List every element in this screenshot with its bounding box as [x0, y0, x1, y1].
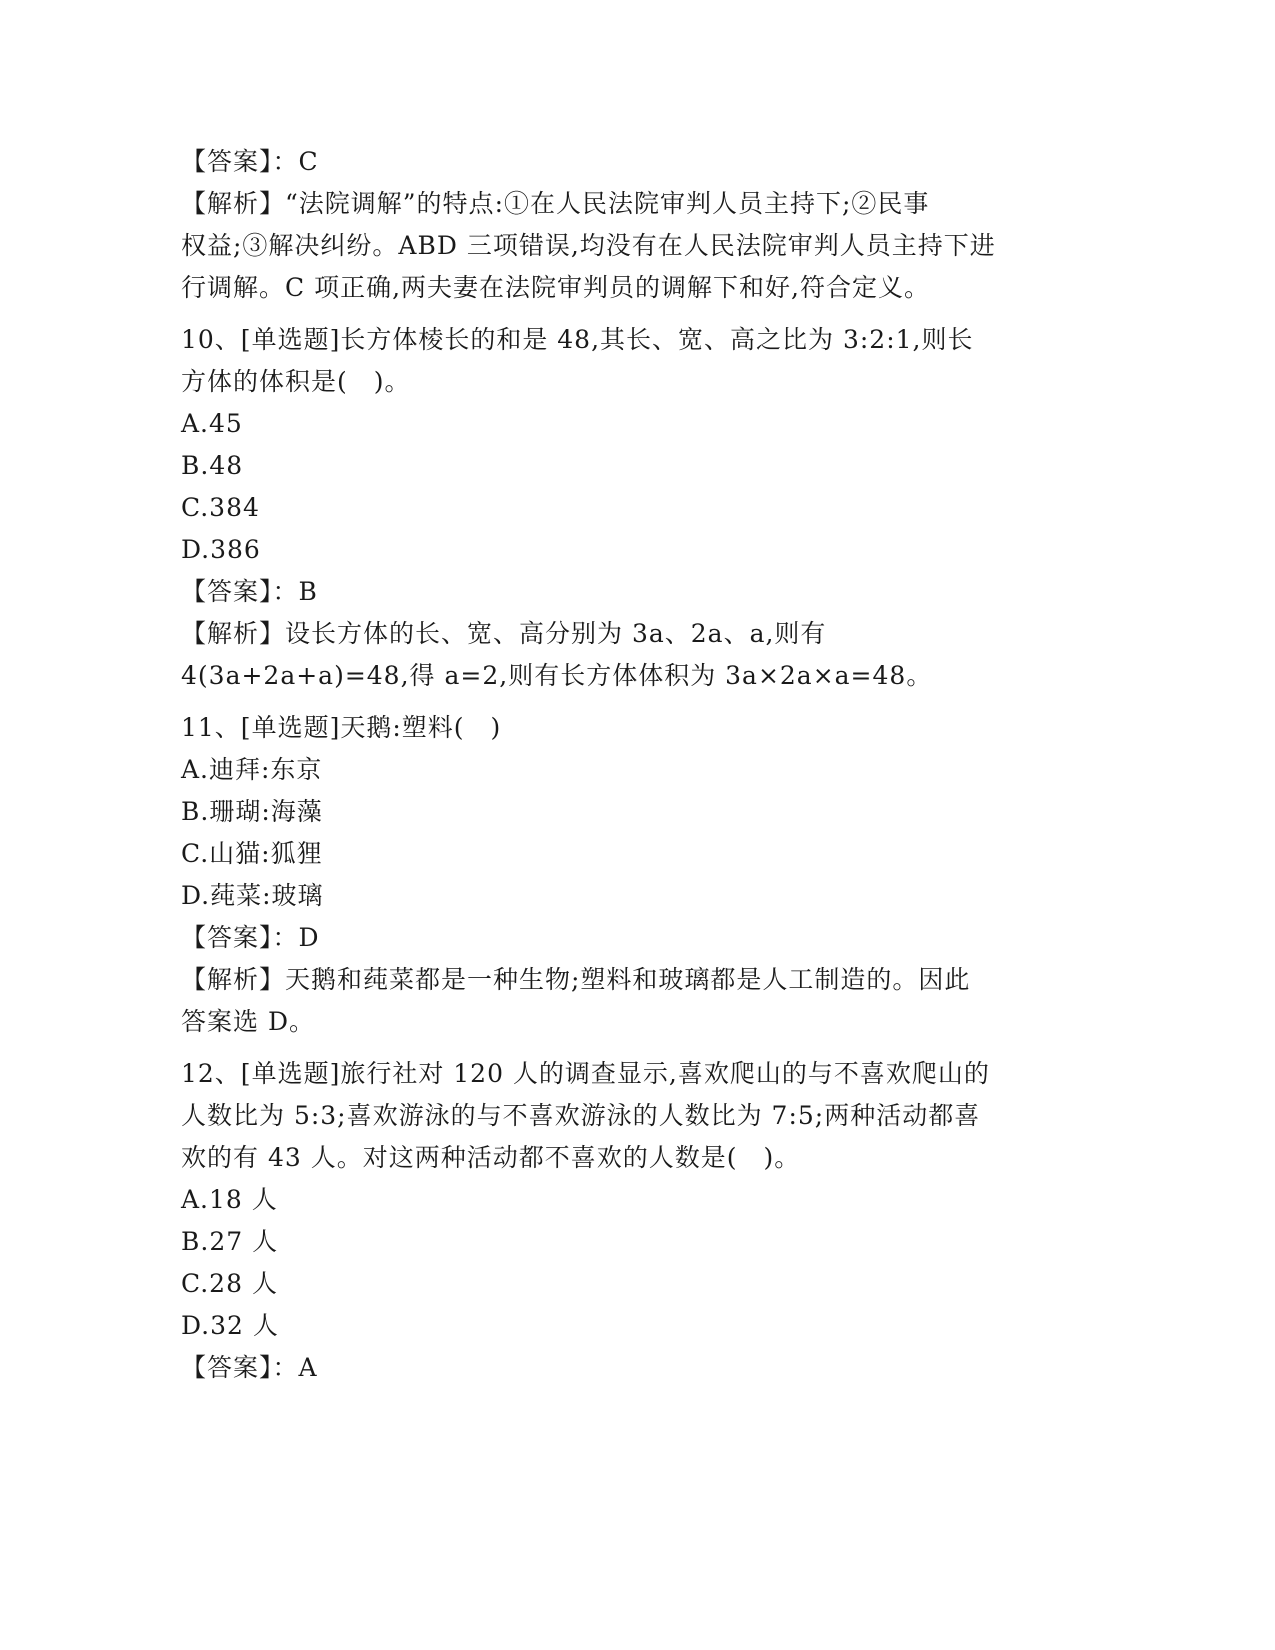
- question-stem: 人数比为 5:3;喜欢游泳的与不喜欢游泳的人数比为 7:5;两种活动都喜: [181, 1101, 981, 1130]
- option-b: B.27 人: [181, 1227, 279, 1256]
- option-d: D.32 人: [181, 1311, 279, 1340]
- answer-line: 【答案】：C: [181, 147, 319, 176]
- analysis-line: 【解析】天鹅和莼菜都是一种生物;塑料和玻璃都是人工制造的。因此: [181, 965, 971, 994]
- question-stem: 12、[单选题]旅行社对 120 人的调查显示,喜欢爬山的与不喜欢爬山的: [181, 1059, 990, 1088]
- option-d: D.386: [181, 535, 261, 564]
- analysis-line: 权益;③解决纠纷。ABD 三项错误,均没有在人民法院审判人员主持下进: [181, 231, 996, 260]
- analysis-line: 行调解。C 项正确,两夫妻在法院审判员的调解下和好,符合定义。: [181, 273, 930, 302]
- analysis-line: 【解析】设长方体的长、宽、高分别为 3a、2a、a,则有: [181, 619, 827, 648]
- question-9-answer-block: [181, 141, 1041, 309]
- option-c: C.28 人: [181, 1269, 278, 1298]
- question-stem: 10、[单选题]长方体棱长的和是 48,其长、宽、高之比为 3:2:1,则长: [181, 325, 974, 354]
- document-page: [181, 141, 1041, 1389]
- option-a: A.18 人: [181, 1185, 278, 1214]
- question-stem: 方体的体积是( )。: [181, 367, 411, 396]
- option-d: D.莼菜:玻璃: [181, 881, 324, 910]
- option-c: C.山猫:狐狸: [181, 839, 323, 868]
- analysis-line: 【解析】“法院调解”的特点:①在人民法院审判人员主持下;②民事: [181, 189, 930, 218]
- option-a: A.45: [181, 409, 243, 438]
- answer-line: 【答案】：D: [181, 923, 320, 952]
- option-c: C.384: [181, 493, 260, 522]
- question-10: [181, 319, 1041, 697]
- answer-line: 【答案】：A: [181, 1353, 318, 1382]
- analysis-line: 4(3a+2a+a)=48,得 a=2,则有长方体体积为 3a×2a×a=48。: [181, 661, 933, 690]
- option-a: A.迪拜:东京: [181, 755, 323, 784]
- question-12: [181, 1053, 1041, 1389]
- question-stem: 欢的有 43 人。对这两种活动都不喜欢的人数是( )。: [181, 1143, 801, 1172]
- question-stem: 11、[单选题]天鹅:塑料( ): [181, 713, 502, 742]
- option-b: B.48: [181, 451, 244, 480]
- option-b: B.珊瑚:海藻: [181, 797, 323, 826]
- question-11: [181, 707, 1041, 1043]
- answer-line: 【答案】：B: [181, 577, 318, 606]
- analysis-line: 答案选 D。: [181, 1007, 315, 1036]
